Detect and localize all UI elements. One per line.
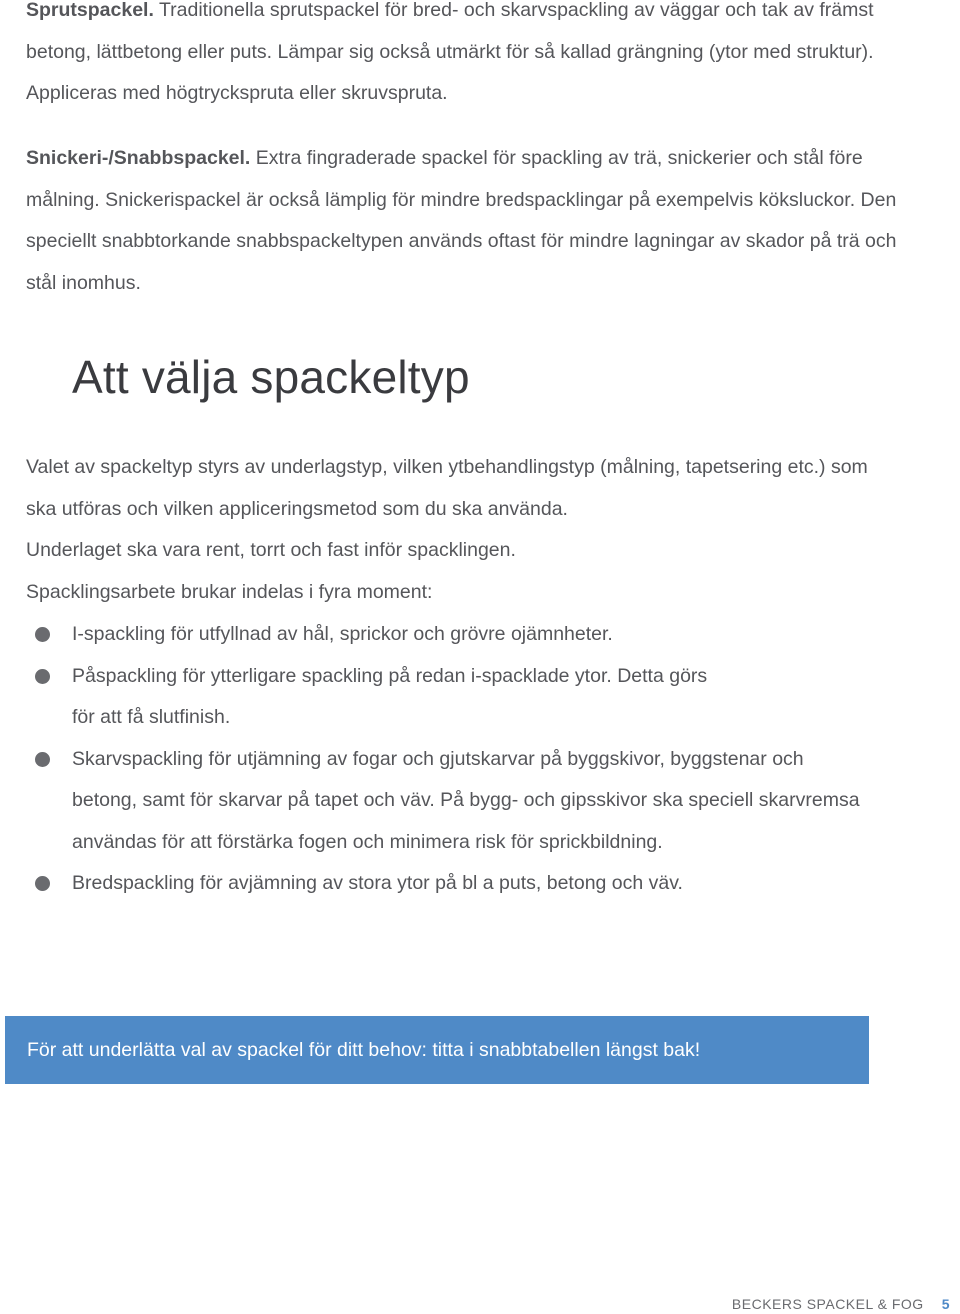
bullet-dot-icon <box>35 752 50 767</box>
text-sprutspackel: Traditionella sprutspackel för bred- och skarvspackling av väggar och tak av främst betong, lättbetong eller puts. Lämpar sig också utmärkt för så kallad grängning (ytor med struktur). Appliceras med högtryckspruta eller skruvspruta. <box>26 0 874 104</box>
footer-brand: BECKERS SPACKEL & FOG <box>731 1296 924 1312</box>
callout-banner <box>5 1016 869 1084</box>
list-item <box>0 656 722 739</box>
list-item-text: Skarvspackling för utjämning av fogar och gjutskarvar på byggskivor, byggstenar och betong, samt för skarvar på tapet och väv. På bygg- och gipsskivor ska speciell skarvremsa användas för att förstärka fogen och minimera risk för sprickbildning. <box>72 747 860 853</box>
term-snickerispackel: Snickeri-/Snabbspackel. <box>26 147 251 169</box>
section-paragraph-2: Underlaget ska vara rent, torrt och fast inför spacklingen. <box>26 539 516 561</box>
text-snickerispackel: Extra fingraderade spackel för spackling av trä, snickerier och stål före målning. Snickerispackel är också lämplig för mindre bredspacklingar på exempelvis köksluckor. Den speciellt snabbtorkande snabbspackeltypen används oftast för mindre lagningar av skador på trä och stål inomhus. <box>26 147 897 294</box>
intro-paragraph-snickerispackel <box>26 138 906 304</box>
callout-text: För att underlätta val av spackel för ditt behov: titta i snabbtabellen längst bak! <box>27 1038 701 1061</box>
list-item-text: Bredspackling för avjämning av stora ytor på bl a puts, betong och väv. <box>72 872 683 894</box>
moment-list <box>0 614 900 905</box>
section-title: Att välja spackeltyp <box>72 351 470 403</box>
bullet-dot-icon <box>35 669 50 684</box>
list-item-text: I-spackling för utfyllnad av hål, sprickor och grövre ojämnheter. <box>72 623 613 645</box>
list-item <box>0 739 862 864</box>
list-item-text: Påspackling för ytterligare spackling på redan i-spacklade ytor. Detta görs för att få slutfinish. <box>72 664 708 728</box>
list-item <box>0 863 900 905</box>
page-number: 5 <box>941 1296 950 1312</box>
page-footer <box>732 1296 950 1312</box>
intro-paragraph-sprutspackel <box>26 0 906 115</box>
list-item <box>0 614 900 656</box>
bullet-dot-icon <box>35 627 50 642</box>
bullet-dot-icon <box>35 876 50 891</box>
term-sprutspackel: Sprutspackel. <box>26 0 154 21</box>
section-paragraph-1: Valet av spackeltyp styrs av underlagstyp, vilken ytbehandlingstyp (målning, tapetsering etc.) som ska utföras och vilken appliceringsmetod som du ska använda. <box>26 456 868 520</box>
section-paragraph-3: Spacklingsarbete brukar indelas i fyra moment: <box>26 581 433 603</box>
